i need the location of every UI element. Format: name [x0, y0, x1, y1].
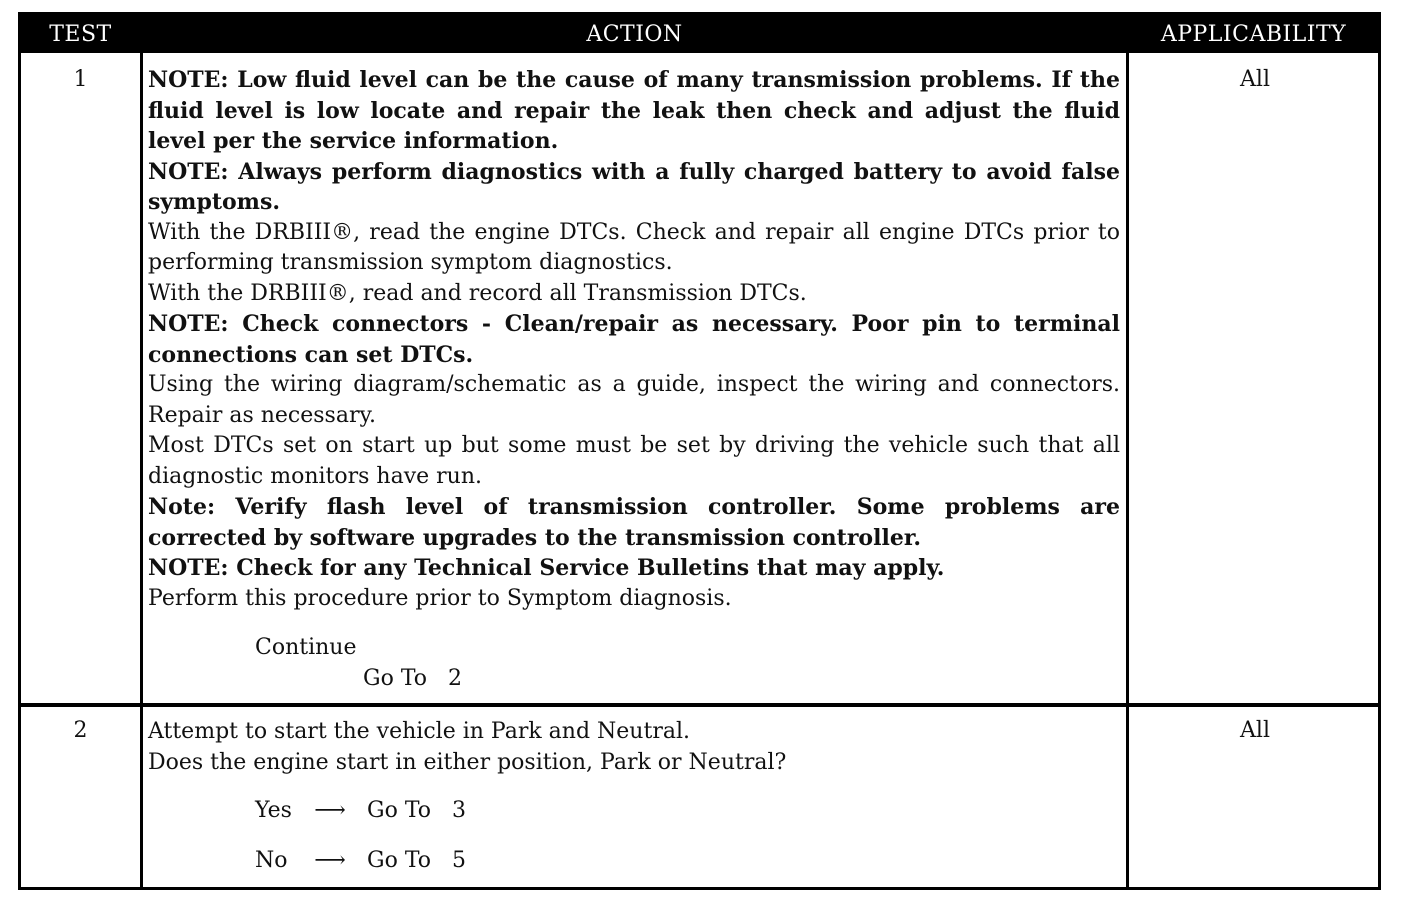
column-divider	[1126, 53, 1129, 887]
step-attempt-start: Attempt to start the vehicle in Park and Neutral.	[148, 719, 690, 744]
branch-yes[interactable]	[255, 798, 466, 823]
row-divider	[21, 703, 1378, 707]
column-divider	[140, 53, 143, 887]
note-battery: NOTE: Always perform diagnostics with a fully charged battery to avoid false symptoms.	[148, 158, 1120, 215]
branch-no[interactable]	[255, 848, 466, 873]
question-engine-start: Does the engine start in either position, Park or Neutral?	[148, 749, 787, 775]
header-applicability: APPLICABILITY	[1160, 22, 1347, 47]
note-verify-flash: Note: Verify flash level of transmission controller. Some problems are corrected by software upgrades to the transmission controller.	[148, 494, 1120, 551]
diagnostic-test-table	[18, 12, 1381, 890]
continue-label: Continue	[255, 635, 357, 660]
step-inspect-wiring: Using the wiring diagram/schematic as a guide, inspect the wiring and connectors. Repair as necessary.	[148, 372, 1120, 428]
note-tsb: NOTE: Check for any Technical Service Bulletins that may apply.	[148, 555, 945, 581]
answer-no: No	[255, 848, 288, 873]
goto-link-2[interactable]	[363, 666, 462, 691]
goto-target: 3	[452, 798, 467, 823]
step-perform-prior: Perform this procedure prior to Symptom diagnosis.	[148, 585, 732, 611]
answer-yes: Yes	[255, 798, 292, 823]
arrow-right-icon: ⟶	[314, 798, 346, 823]
test-number-2: 2	[73, 718, 88, 743]
arrow-right-icon: ⟶	[314, 848, 346, 873]
test-number-1: 1	[73, 67, 88, 92]
goto-target: 2	[448, 666, 463, 691]
goto-label: Go To	[367, 848, 432, 873]
applicability-1: All	[1240, 67, 1270, 92]
step-record-transmission-dtcs: With the DRBIII®, read and record all Transmission DTCs.	[148, 280, 807, 306]
note-low-fluid: NOTE: Low fluid level can be the cause of many transmission problems. If the fluid level is low locate and repair the leak then check and adjust the fluid level per the service information.	[148, 67, 1120, 154]
goto-label: Go To	[363, 666, 428, 691]
goto-label: Go To	[367, 798, 432, 823]
note-check-connectors: NOTE: Check connectors - Clean/repair as necessary. Poor pin to terminal connections can set DTCs.	[148, 311, 1120, 368]
goto-target: 5	[452, 848, 467, 873]
action-text-2	[148, 717, 1120, 778]
action-text-1	[148, 65, 1120, 614]
header-action: ACTION	[586, 22, 683, 47]
step-read-engine-dtcs: With the DRBIII®, read the engine DTCs. Check and repair all engine DTCs prior to performing transmission symptom diagnostics.	[148, 219, 1120, 275]
table-header	[21, 15, 1378, 53]
header-test: TEST	[49, 22, 112, 47]
applicability-2: All	[1240, 718, 1270, 743]
step-dtc-monitors: Most DTCs set on start up but some must be set by driving the vehicle such that all diagnostic monitors have run.	[148, 433, 1120, 489]
